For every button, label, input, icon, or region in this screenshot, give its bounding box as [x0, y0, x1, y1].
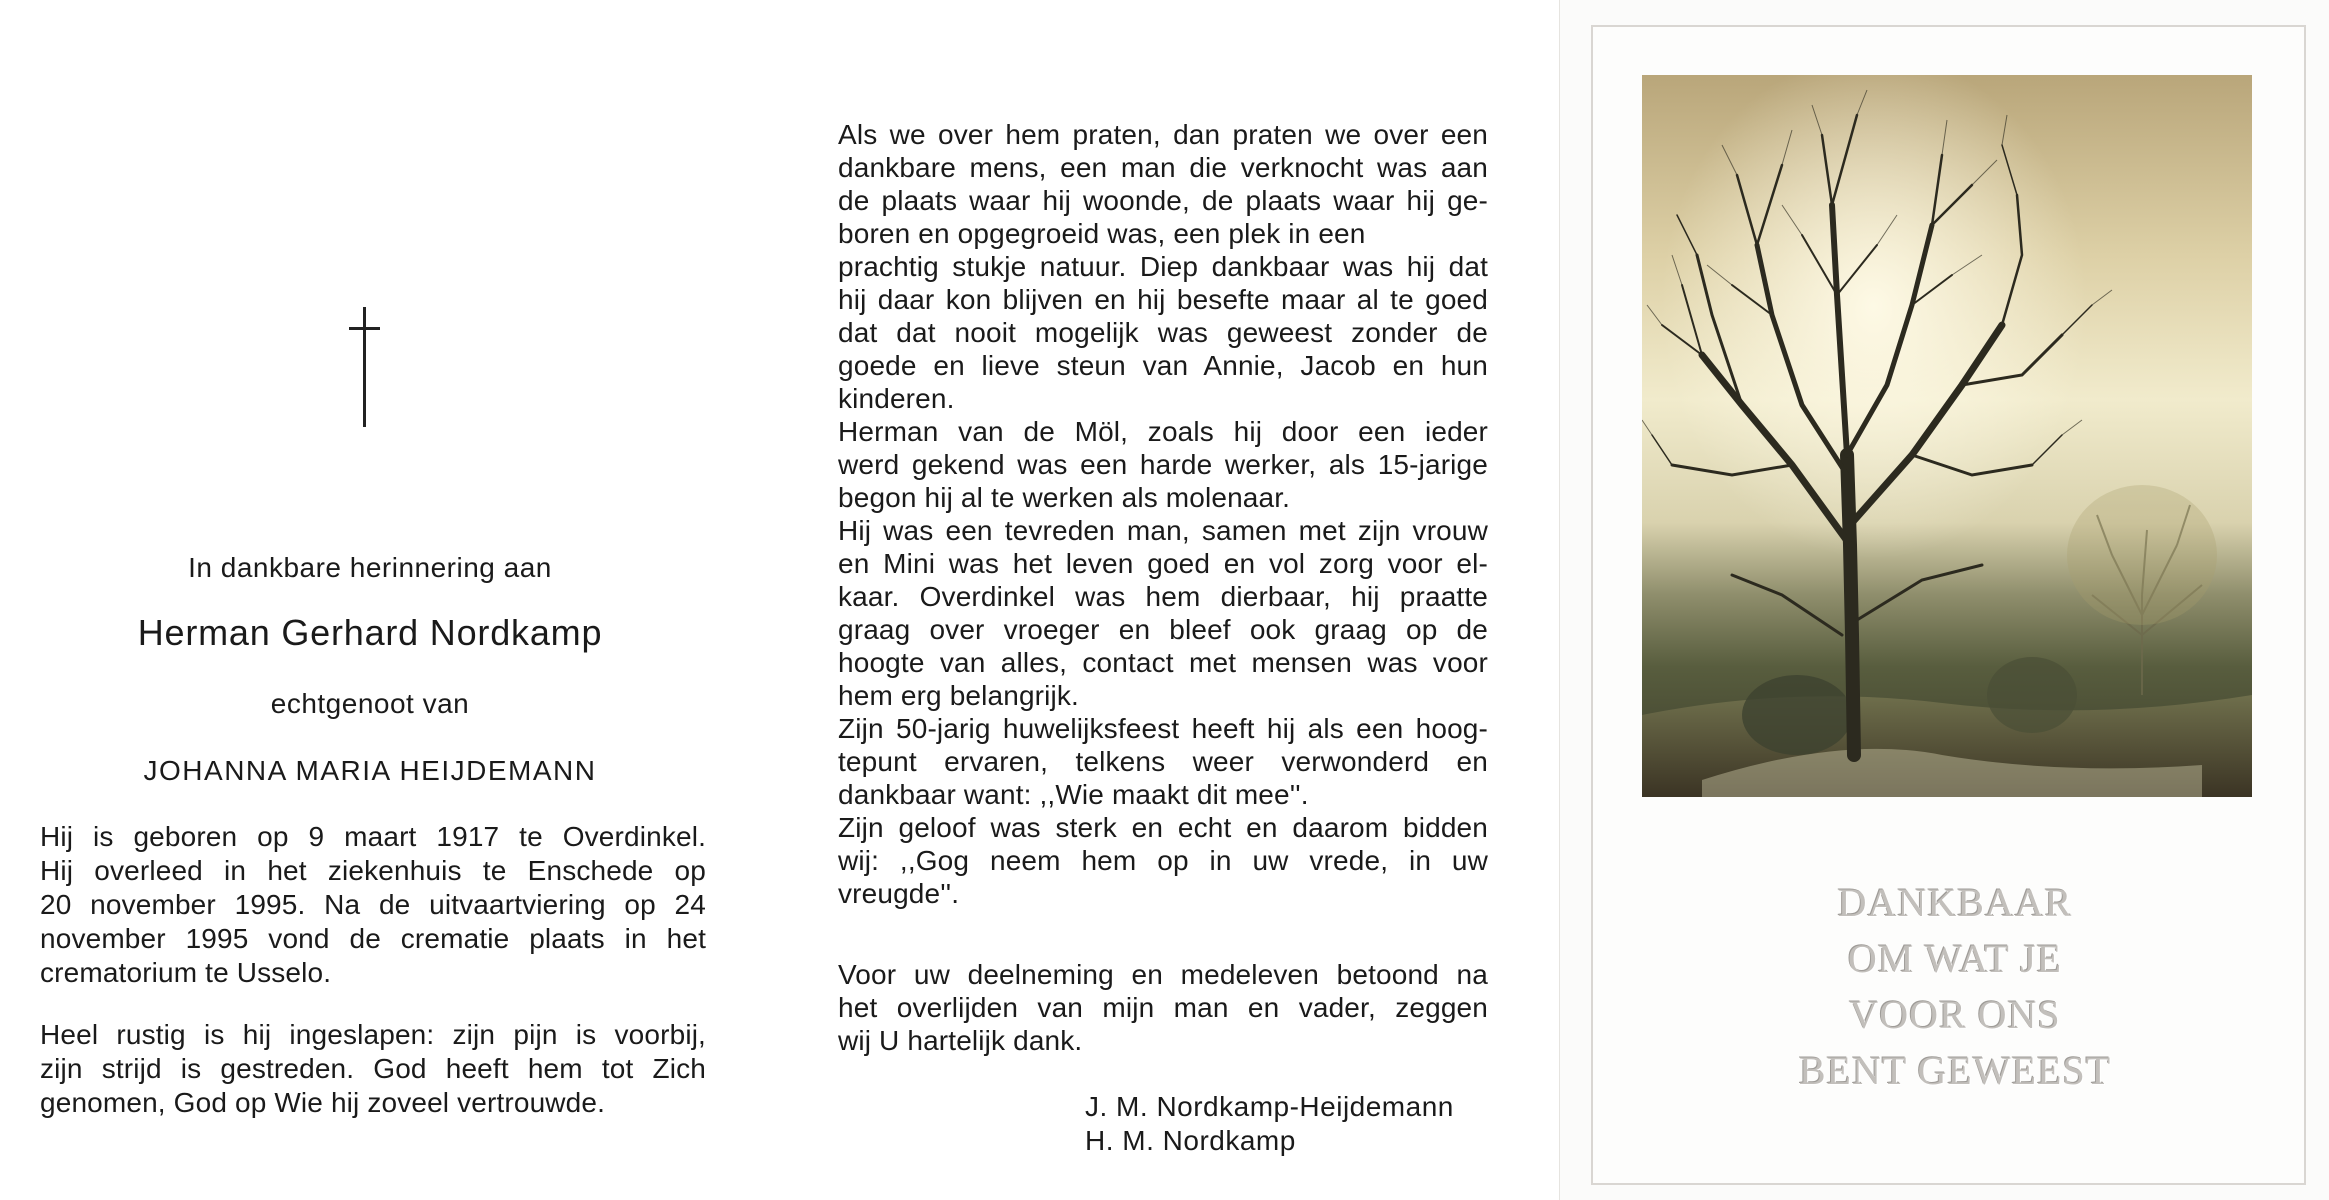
eulogy-line: hij daar kon blijven en hij besefte maar al te goed	[838, 284, 1488, 315]
bio-line: Hij is geboren op 9 maart 1917 te Overdinkel.	[40, 821, 706, 852]
eulogy-line: werd gekend was een harde werker, als 15-jarige	[838, 449, 1488, 480]
eulogy-line: begon hij al te werken als molenaar.	[838, 482, 1291, 513]
thanks-line: wij U hartelijk dank.	[838, 1025, 1083, 1056]
spouse-name: JOHANNA MARIA HEIJDEMANN	[143, 755, 597, 786]
eulogy-line: kaar. Overdinkel was hem dierbaar, hij praatte	[838, 581, 1488, 612]
eulogy-line: vreugde''.	[838, 878, 960, 909]
thanks-line: het overlijden van mijn man en vader, zeggen	[838, 992, 1488, 1023]
eulogy-line: de plaats waar hij woonde, de plaats waar hij ge-	[838, 185, 1488, 216]
eulogy-line: tepunt ervaren, telkens weer verwonderd en	[838, 746, 1488, 777]
eulogy-line: kinderen.	[838, 383, 955, 414]
cross-vertical-bar	[363, 307, 366, 427]
motto-line: BENT GEWEEST	[1798, 1048, 2112, 1093]
eulogy-line: en Mini was het leven goed en vol zorg voor el-	[838, 548, 1488, 579]
motto-text	[1740, 875, 2170, 1099]
eulogy-line: hoogte van alles, contact met mensen was voor	[838, 647, 1488, 678]
rest-line: genomen, God op Wie hij zoveel vertrouwde.	[40, 1087, 606, 1118]
rest-line: zijn strijd is gestreden. God heeft hem tot Zich	[40, 1053, 706, 1084]
eulogy-line: dankbaar want: ,,Wie maakt dit mee''.	[838, 779, 1309, 810]
eulogy-line: Herman van de Möl, zoals hij door een ieder	[838, 416, 1488, 447]
motto-line: OM WAT JE	[1847, 936, 2063, 981]
eulogy-line: dankbare mens, een man die verknocht was aan	[838, 152, 1488, 183]
tree-photo	[1642, 75, 2252, 797]
eulogy-line: Hij was een tevreden man, samen met zijn vrouw	[838, 515, 1488, 546]
eulogy-line: dat dat nooit mogelijk was geweest zonder de	[838, 317, 1488, 348]
tree-photo-illustration	[1642, 75, 2252, 797]
eulogy-text	[838, 118, 1488, 910]
eulogy-line: graag over vroeger en bleef ook graag op de	[838, 614, 1488, 645]
bio-paragraph	[40, 820, 706, 990]
rest-paragraph	[40, 1018, 706, 1120]
bio-line: crematorium te Usselo.	[40, 957, 332, 988]
cross-icon	[345, 307, 385, 427]
eulogy-line: Als we over hem praten, dan praten we over een	[838, 119, 1488, 150]
eulogy-line: prachtig stukje natuur. Diep dankbaar was hij dat	[838, 251, 1488, 282]
motto-line: VOOR ONS	[1849, 992, 2061, 1037]
signature-line: H. M. Nordkamp	[1085, 1125, 1296, 1156]
bio-line: 20 november 1995. Na de uitvaartviering op 24	[40, 889, 706, 920]
bio-line: Hij overleed in het ziekenhuis te Enschede op	[40, 855, 706, 886]
bio-line: november 1995 vond de crematie plaats in het	[40, 923, 706, 954]
thanks-line: Voor uw deelneming en medeleven betoond na	[838, 959, 1488, 990]
eulogy-line: Zijn 50-jarig huwelijksfeest heeft hij als een hoog-	[838, 713, 1488, 744]
cross-horizontal-bar	[349, 327, 380, 330]
eulogy-line: goede en lieve steun van Annie, Jacob en hun	[838, 350, 1488, 381]
memorial-intro: In dankbare herinnering aan	[188, 552, 552, 583]
eulogy-line: hem erg belangrijk.	[838, 680, 1079, 711]
thanks-text	[838, 958, 1488, 1057]
eulogy-line: boren en opgegroeid was, een plek in een	[838, 218, 1366, 249]
rest-line: Heel rustig is hij ingeslapen: zijn pijn is voorbij,	[40, 1019, 706, 1050]
eulogy-line: wij: ,,Gog neem hem op in uw vrede, in uw	[838, 845, 1488, 876]
eulogy-line: Zijn geloof was sterk en echt en daarom bidden	[838, 812, 1488, 843]
signature-line: J. M. Nordkamp-Heijdemann	[1085, 1091, 1454, 1122]
signatures	[1085, 1090, 1454, 1158]
deceased-name: Herman Gerhard Nordkamp	[137, 612, 603, 653]
motto-line: DANKBAAR	[1837, 880, 2073, 925]
spouse-label: echtgenoot van	[270, 688, 470, 719]
